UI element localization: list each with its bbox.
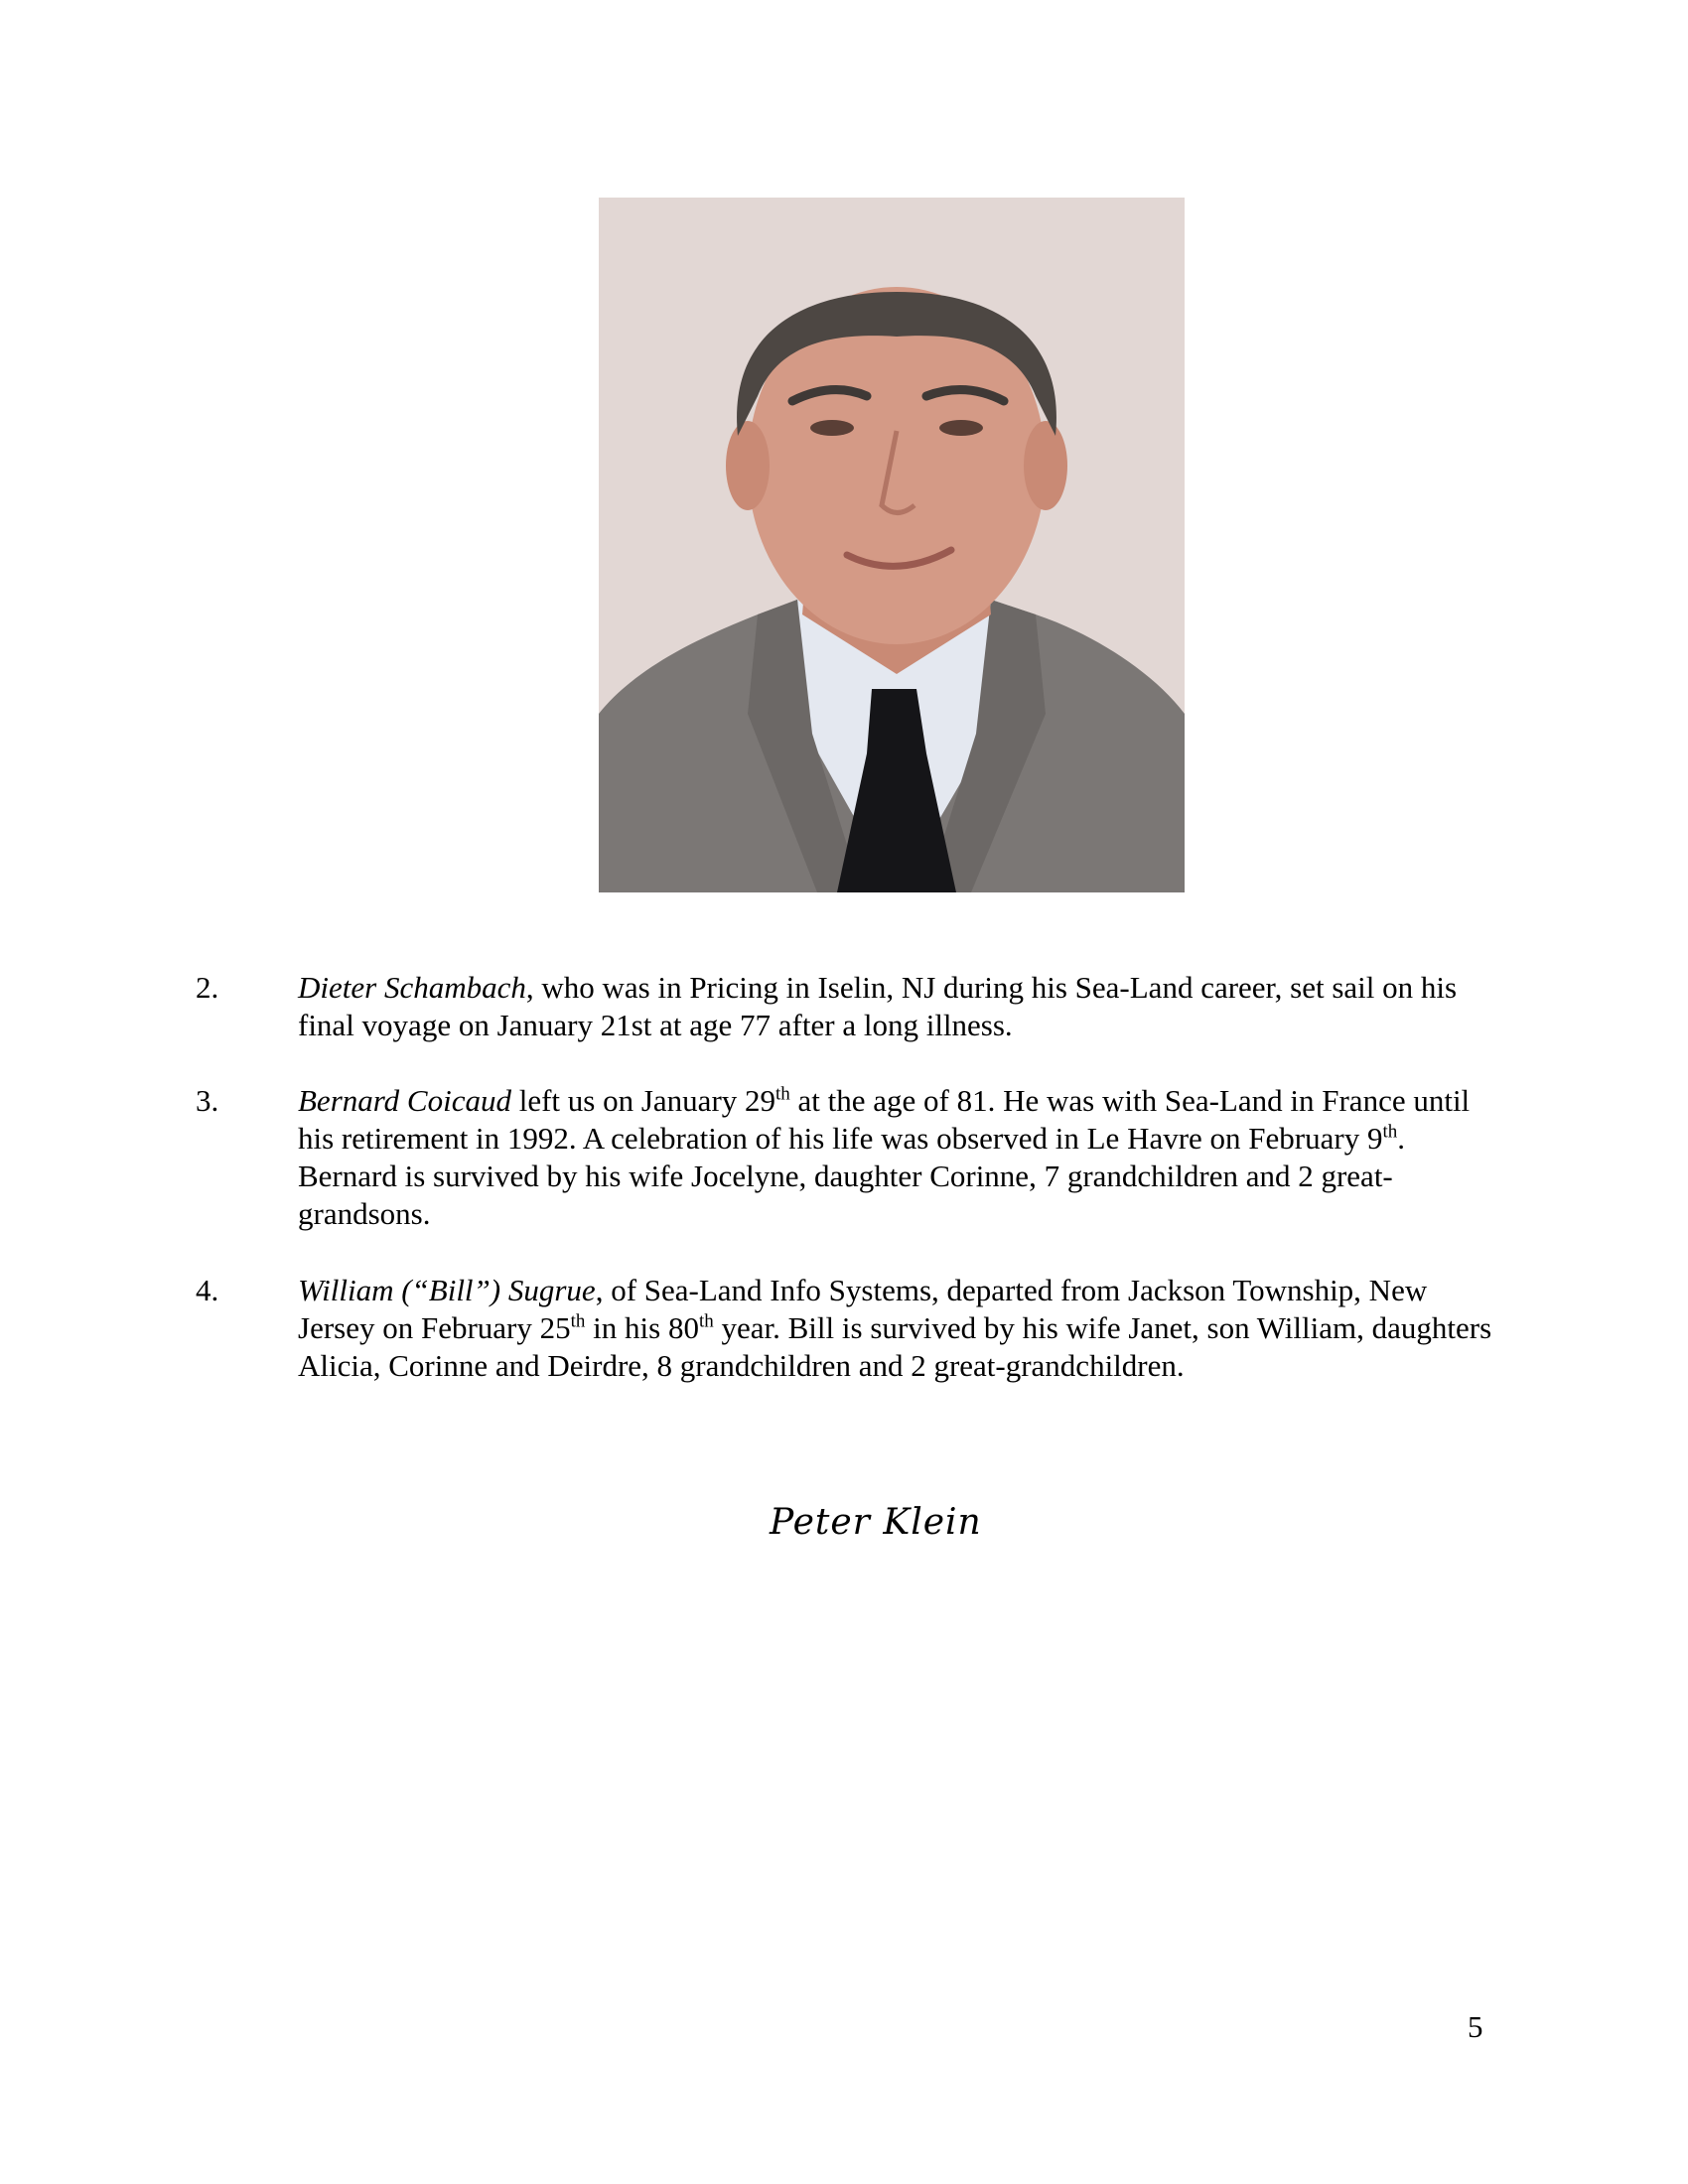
item-number: 2.: [196, 970, 219, 1005]
page-number: 5: [1468, 2009, 1483, 2044]
item-number: 4.: [196, 1273, 219, 1307]
item-text: William (“Bill”) Sugrue, of Sea-Land Info Systems, departed from Jackson Township, New Jersey on February 25th in his 80th year. Bill is survived by his wife Janet, son William, daughters Alicia, Corinne and Deirdre, 8 grandchildren and 2 great-grandchildren.: [298, 1273, 1492, 1383]
obituary-item-2: [196, 969, 1506, 1044]
obituary-item-3: [196, 1082, 1506, 1233]
item-text: Bernard Coicaud left us on January 29th at the age of 81. He was with Sea-Land in France until his retirement in 1992. A celebration of his life was observed in Le Havre on February 9th. Bernard is survived by his wife Jocelyne, daughter Corinne, 7 grandchildren and 2 great-grandsons.: [298, 1083, 1471, 1231]
person-name: Dieter Schambach: [298, 970, 526, 1005]
portrait-illustration: [599, 198, 1185, 892]
item-number: 3.: [196, 1083, 219, 1118]
person-name: William (“Bill”) Sugrue: [298, 1273, 596, 1307]
obituary-item-4: [196, 1272, 1506, 1385]
item-text: Dieter Schambach, who was in Pricing in Iselin, NJ during his Sea-Land career, set sail on his final voyage on January 21st at age 77 after a long illness.: [298, 970, 1458, 1042]
person-name: Bernard Coicaud: [298, 1083, 511, 1118]
portrait-photo: [599, 198, 1185, 892]
signature: Peter Klein: [770, 1502, 982, 1543]
